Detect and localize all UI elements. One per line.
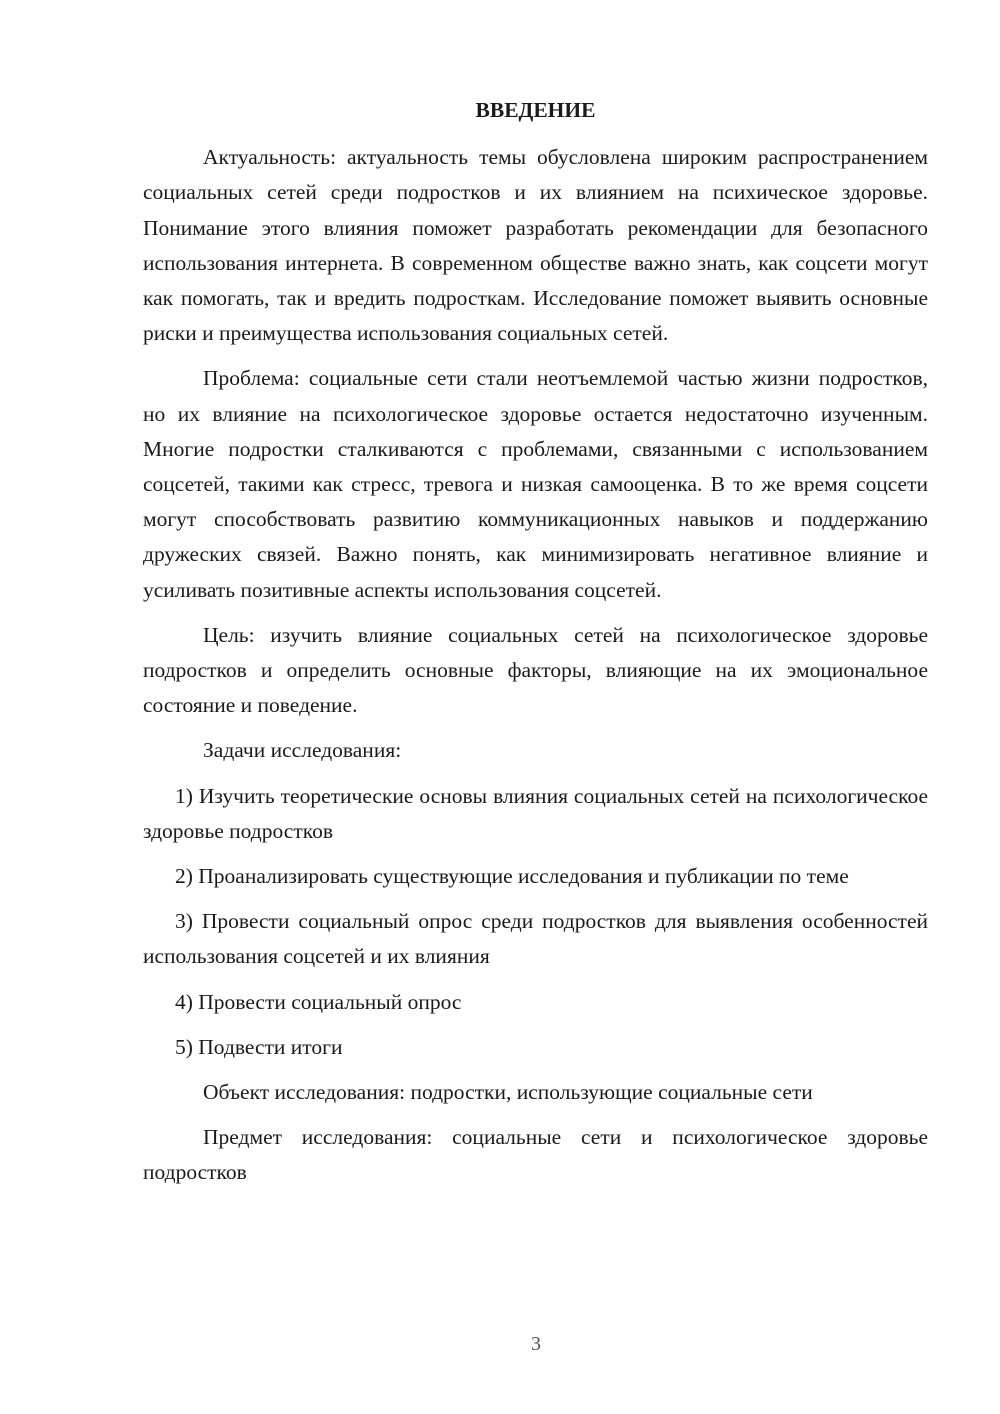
paragraph-goal: Цель: изучить влияние социальных сетей на психологическое здоровье подростков и определить основные факторы, влияющие на их эмоциональное состояние и поведение. — [143, 622, 928, 718]
tasks-heading: Задачи исследования: — [203, 738, 402, 763]
paragraph-subject: Предмет исследования: социальные сети и психологическое здоровье подростков — [143, 1125, 928, 1185]
task-item-4: 4) Провести социальный опрос — [175, 989, 462, 1014]
page-title: ВВЕДЕНИЕ — [475, 98, 596, 122]
task-item-2: 2) Проанализировать существующие исследования и публикации по теме — [175, 864, 849, 889]
task-item-3: 3) Провести социальный опрос среди подростков для выявления особенностей использования соцсетей и их влияния — [143, 909, 928, 969]
paragraph-object: Объект исследования: подростки, использующие социальные сети — [203, 1080, 813, 1105]
page-content — [143, 93, 928, 1191]
page-number: 3 — [531, 1333, 541, 1355]
task-item-5: 5) Подвести итоги — [175, 1034, 343, 1059]
paragraph-problem: Проблема: социальные сети стали неотъемлемой частью жизни подростков, но их влияние на психологическое здоровье остается недостаточно изученным. Многие подростки сталкиваются с проблемами, связанными с использованием соцсетей, такими как стресс, тревога и низкая самооценка. В то же время соцсети могут способствовать развитию коммуникационных навыков и поддержанию дружеских связей. Важно понять, как минимизировать негативное влияние и усиливать позитивные аспекты использования соцсетей. — [143, 366, 928, 602]
paragraph-actuality: Актуальность: актуальность темы обусловлена широким распространением социальных сетей среди подростков и их влиянием на психическое здоровье. Понимание этого влияния поможет разработать рекомендации для безопасного использования интернета. В современном обществе важно знать, как соцсети могут как помогать, так и вредить подросткам. Исследование поможет выявить основные риски и преимущества использования социальных сетей. — [143, 145, 928, 346]
task-item-1: 1) Изучить теоретические основы влияния социальных сетей на психологическое здоровье подростков — [143, 783, 928, 843]
